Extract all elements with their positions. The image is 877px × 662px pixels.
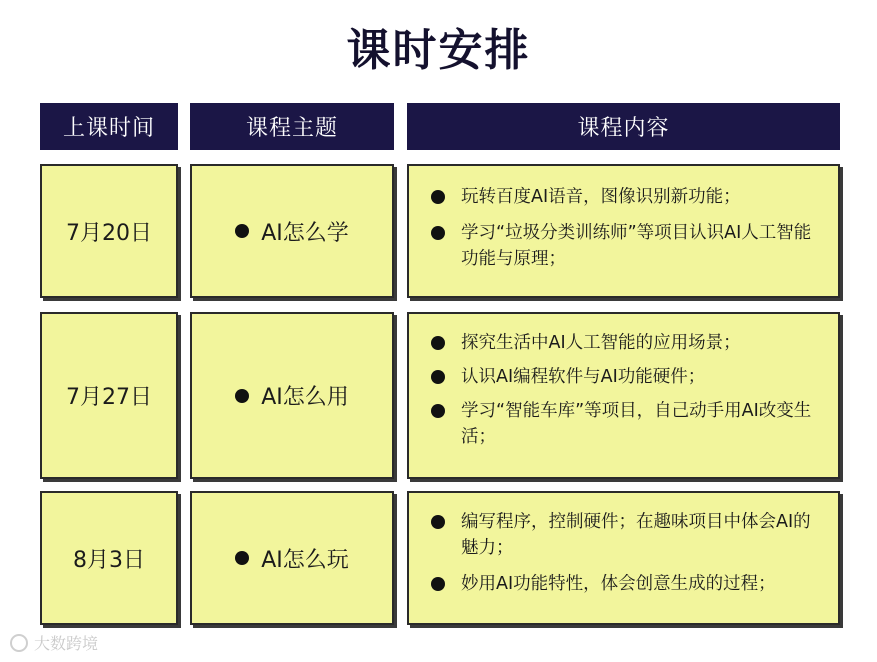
bullet-icon: [431, 577, 445, 591]
item-text: 学习“垃圾分类训练师”等项目认识AI人工智能功能与原理；: [461, 223, 812, 269]
date-text: 7月20日: [66, 220, 152, 246]
date-cell: [40, 164, 178, 298]
bullet-icon: [235, 224, 249, 238]
date-cell: [40, 312, 178, 479]
bullet-icon: [431, 515, 445, 529]
content-cell: [407, 312, 840, 479]
bullet-icon: [235, 389, 249, 403]
bullet-icon: [431, 190, 445, 204]
watermark-text: 大数跨境: [34, 634, 99, 653]
content-cell: [407, 164, 840, 298]
list-item: [431, 220, 820, 272]
bullet-icon: [431, 336, 445, 350]
date-text: 8月3日: [73, 547, 145, 573]
item-text: 编写程序，控制硬件；在趣味项目中体会AI的魅力；: [461, 512, 811, 558]
bullet-icon: [431, 404, 445, 418]
topic-cell: [190, 312, 394, 479]
list-item: [431, 330, 820, 356]
date-cell: [40, 491, 178, 625]
watermark-logo-icon: [10, 634, 28, 652]
item-text: 认识AI编程软件与AI功能硬件；: [461, 367, 706, 387]
header-date: 上课时间: [40, 103, 178, 150]
list-item: [431, 509, 820, 561]
content-cell: [407, 491, 840, 625]
page-title: 课时安排: [346, 25, 531, 76]
bullet-icon: [431, 226, 445, 240]
item-text: 妙用AI功能特性，体会创意生成的过程；: [461, 574, 776, 594]
header-topic: 课程主题: [190, 103, 394, 150]
bullet-icon: [235, 551, 249, 565]
item-text: 探究生活中AI人工智能的应用场景；: [461, 333, 741, 353]
item-text: 玩转百度AI语音，图像识别新功能；: [461, 187, 741, 207]
list-item: [431, 184, 820, 210]
topic-text: AI怎么用: [261, 385, 349, 410]
list-item: [431, 364, 820, 390]
item-text: 学习“智能车库”等项目，自己动手用AI改变生活；: [461, 401, 812, 447]
watermark: [10, 631, 98, 654]
topic-text: AI怎么学: [261, 220, 349, 246]
date-text: 7月27日: [66, 385, 152, 410]
topic-cell: [190, 164, 394, 298]
list-item: [431, 398, 820, 450]
topic-cell: [190, 491, 394, 625]
topic-text: AI怎么玩: [261, 547, 349, 573]
header-content: 课程内容: [407, 103, 840, 150]
list-item: [431, 571, 820, 597]
bullet-icon: [431, 370, 445, 384]
